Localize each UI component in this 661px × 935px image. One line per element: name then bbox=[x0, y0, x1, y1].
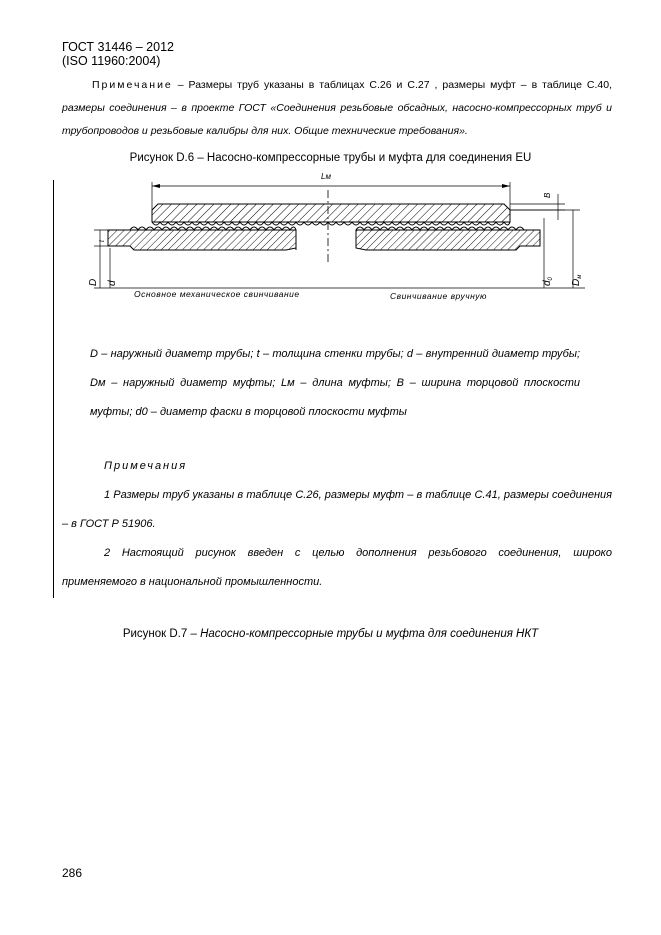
page-number: 286 bbox=[62, 866, 83, 880]
figure-d7-caption-italic: Насосно-компрессорные трубы и муфта для соединения НКТ bbox=[200, 628, 539, 640]
right-inner-diameter-label: $d_0$ bbox=[542, 277, 554, 286]
right-inner-diameter-label-subscript: 0 bbox=[548, 277, 554, 281]
document-code: ГОСТ 31446 – 2012 bbox=[62, 40, 174, 54]
top-note bbox=[62, 74, 612, 143]
notes-title: Примечания bbox=[104, 460, 188, 472]
right-pipe bbox=[356, 227, 540, 250]
thickness-label: t bbox=[99, 240, 106, 242]
top-note-text-italic: размеры соединения – в проекте ГОСТ «Соединения резьбовые обсадных, насосно-компрессорных труб и трубопроводов и резьбовые калибры для них. Общие технические требования». bbox=[62, 102, 612, 137]
width-label: B bbox=[543, 192, 552, 198]
top-note-text: Размеры труб указаны в таблицах С.26 и С.27 , размеры муфт – в таблице С.40, bbox=[188, 79, 612, 91]
manual-makeup-label: Свинчивание вручную bbox=[390, 291, 487, 301]
figure-d7-caption-plain: Рисунок D.7 – bbox=[122, 628, 201, 640]
change-bar bbox=[53, 180, 54, 598]
figure-d7-caption bbox=[0, 628, 661, 640]
width-dimension bbox=[510, 194, 565, 220]
left-pipe bbox=[108, 227, 296, 250]
length-label: Lм bbox=[321, 172, 331, 181]
top-note-dash: – bbox=[172, 79, 189, 91]
note-2: 2 Настоящий рисунок введен с целью дополнения резьбового соединения, широко применяемого в национальной промышленности. bbox=[62, 547, 612, 588]
document-iso-code: (ISO 11960:2004) bbox=[62, 54, 161, 68]
note-1: 1 Размеры труб указаны в таблице С.26, размеры муфт – в таблице С.41, размеры соединения – в ГОСТ Р 51906. bbox=[62, 489, 612, 530]
notes-block bbox=[62, 452, 612, 597]
outer-coupling-dimension bbox=[510, 210, 580, 288]
top-note-label: Примечание bbox=[92, 79, 173, 91]
figure-legend: D – наружный диаметр трубы; t – толщина стенки трубы; d – внутренний диаметр трубы; Dм – наружный диаметр муфты; Lм – длина муфты; B – ширина торцовой плоскости муфты; d0 – диаметр фаски в торцовой плоскости муфты bbox=[90, 348, 580, 418]
left-inner-diameter-label: d bbox=[107, 280, 118, 286]
figure-d6-caption: Рисунок D.6 – Насосно-компрессорные трубы и муфта для соединения EU bbox=[129, 152, 532, 164]
mechanical-makeup-label: Основное механическое свинчивание bbox=[134, 289, 300, 299]
right-outer-diameter-label-subscript: м bbox=[577, 274, 583, 279]
left-outer-diameter-label: D bbox=[88, 278, 99, 286]
figure-d6-drawing bbox=[80, 168, 600, 308]
coupling bbox=[152, 204, 510, 225]
right-outer-diameter-label: $D_м$ bbox=[571, 274, 583, 286]
